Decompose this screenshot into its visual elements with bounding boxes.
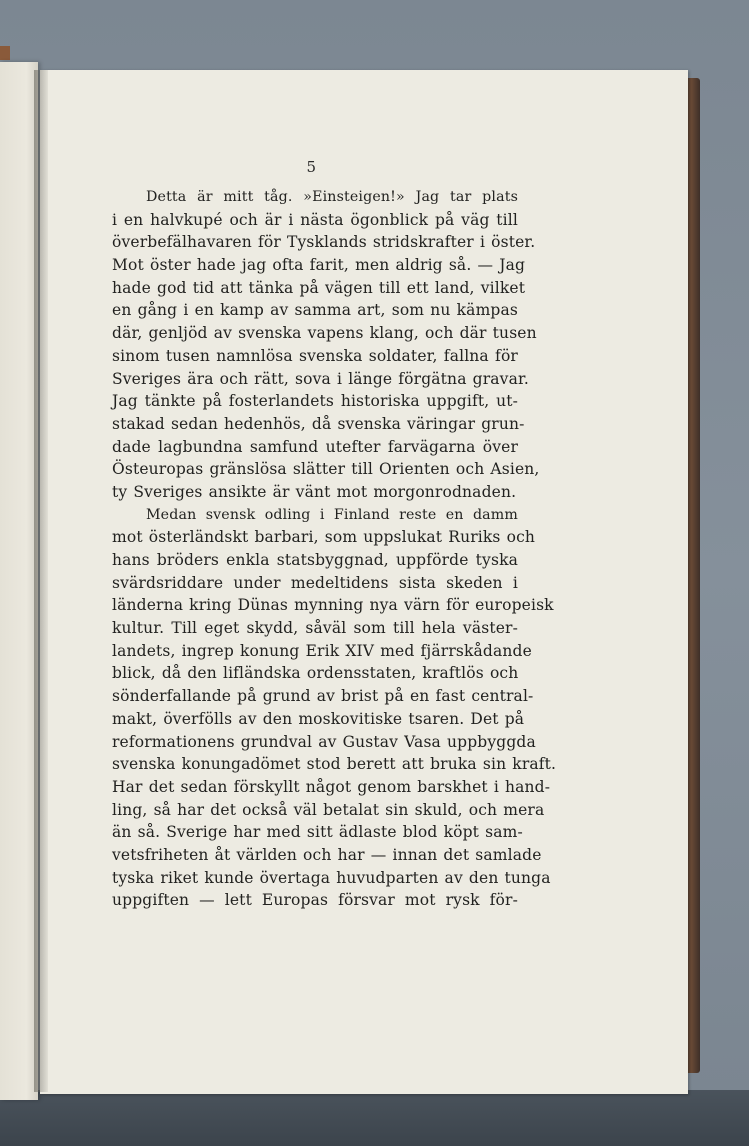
text-line: svenska konungadömet stod berett att bruka sin kraft. — [112, 755, 557, 774]
text-line: vetsfriheten åt världen och har — innan det samlade — [112, 845, 542, 864]
text-line: uppgiften — lett Europas försvar mot rysk för- — [112, 891, 518, 910]
text-line: mot österländskt barbari, som uppslukat Ruriks och — [112, 528, 536, 547]
text-line: en gång i en kamp av samma art, som nu kämpas — [112, 301, 518, 320]
text-line: makt, överfölls av den moskovitiske tsaren. Det på — [112, 709, 525, 728]
text-line: svärdsriddare under medeltidens sista skeden i — [112, 573, 518, 592]
text-line: Mot öster hade jag ofta farit, men aldrig så. — Jag — [112, 256, 526, 275]
page-gutter-shadow — [34, 70, 48, 1092]
scanner-shadow — [0, 1090, 749, 1146]
text-line: blick, då den lifländska ordensstaten, kraftlös och — [112, 664, 519, 683]
text-line: hans bröders enkla statsbyggnad, uppförde tyska — [112, 551, 518, 569]
page-number: 5 — [306, 158, 317, 176]
book-page — [40, 70, 688, 1094]
text-line: Jag tänkte på fosterlandets historiska uppgift, ut- — [112, 392, 518, 411]
text-line: i en halvkupé och är i nästa ögonblick på väg till — [112, 210, 518, 229]
text-line: hade god tid att tänka på vägen till ett land, vilket — [112, 278, 526, 297]
text-line: Har det sedan förskyllt något genom barskhet i hand- — [112, 777, 551, 796]
text-line: dade lagbundna samfund utefter farvägarna över — [112, 437, 518, 456]
cover-corner — [0, 46, 10, 60]
text-line: Sveriges ära och rätt, sova i länge förgätna gravar. — [112, 369, 529, 388]
text-line: reformationens grundval av Gustav Vasa uppbyggda — [112, 732, 536, 751]
text-line: Östeuropas gränslösa slätter till Orienten och Asien, — [112, 460, 540, 479]
text-line: tyska riket kunde övertaga huvudparten av den tunga — [112, 868, 551, 887]
text-line: stakad sedan hedenhös, då svenska väringar grun- — [112, 414, 525, 433]
text-line: Detta är mitt tåg. »Einsteigen!» Jag tar plats — [146, 189, 518, 205]
text-line: än så. Sverige har med sitt ädlaste blod köpt sam- — [112, 823, 523, 842]
text-line: kultur. Till eget skydd, såväl som till hela väster- — [112, 619, 518, 638]
text-line: överbefälhavaren för Tysklands stridskrafter i öster. — [112, 233, 536, 252]
text-line: landets, ingrep konung Erik XIV med fjärrskådande — [112, 641, 532, 660]
previous-page-edge — [0, 62, 38, 1100]
text-line: ling, så har det också väl betalat sin skuld, och mera — [112, 800, 545, 819]
text-line: där, genljöd av svenska vapens klang, och där tusen — [112, 324, 537, 343]
text-line: sönderfallande på grund av brist på en fast central- — [112, 687, 534, 706]
text-line: sinom tusen namnlösa svenska soldater, fallna för — [112, 346, 518, 365]
text-line: ty Sveriges ansikte är vänt mot morgonrodnaden. — [112, 482, 517, 501]
text-line: länderna kring Dünas mynning nya värn för europeisk — [112, 596, 554, 615]
text-line: Medan svensk odling i Finland reste en damm — [146, 506, 518, 523]
page-body-text — [112, 186, 557, 912]
